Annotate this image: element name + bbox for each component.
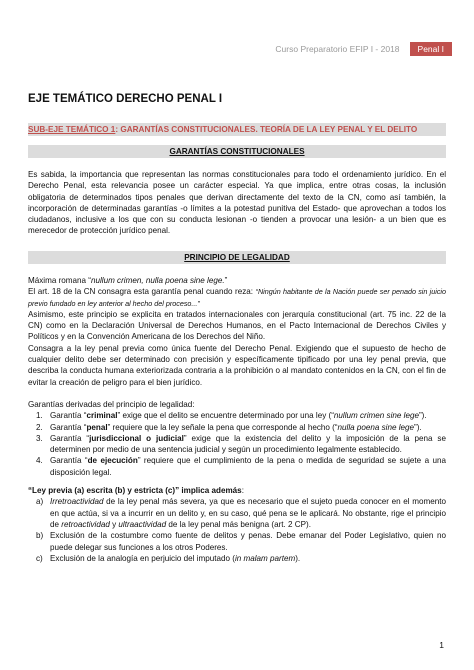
list-text: Garantía “penal” requiere que la ley señale la pena que corresponde al hecho (“nulla poena sine lege”). (50, 422, 422, 432)
garantia-item (28, 433, 446, 456)
list-marker: b) (36, 531, 44, 541)
ley-previa-item (28, 530, 446, 553)
garantia-item (28, 455, 446, 478)
page-number: 1 (439, 640, 444, 650)
list-text: Irretroactividad de la ley penal más severa, ya que es necesario que el sujeto pueda conocer en el momento en que actúa, si va a incurrir en un delito y, en su caso, qué pena se le aplicará. No obstante, rige el principio de retroactividad y ultraactividad de la ley penal más benigna (art. 2 CP). (50, 497, 446, 529)
section-body-garantias: Es sabida, la importancia que representan las normas constitucionales para todo el ordenamiento jurídico. En el Derecho Penal, esta relevancia posee un carácter especial. Ya que implica, entre otras cosas, la inclusión obligatoria de determinados tipos penales que derivan directamente del texto de la CN, como así también, la incorporación de determinadas garantías -o límites a la potestad punitiva del Estado- que aprovechan a todos los ciudadanos, inclusive a los que con su conducta lesionan -o tienden a provocar una lesión- a un bien que es merecedor de protección jurídico penal. (28, 170, 446, 236)
subject-badge: Penal I (410, 42, 452, 56)
ley-previa-item (28, 553, 446, 564)
subeje-heading (28, 123, 446, 136)
subeje-prefix: SUB-EJE TEMÁTICO 1 (28, 125, 116, 134)
art18-paragraph: El art. 18 de la CN consagra esta garantía penal cuando reza: “Ningún habitante de la Nación puede ser penado sin juicio previo fundado en ley anterior al hecho del proceso...” (28, 287, 447, 308)
list-marker: 4. (36, 456, 43, 466)
ley-previa-heading: “Ley previa (a) escrita (b) y estricta (c)” implica además: (28, 486, 244, 496)
document-title: EJE TEMÁTICO DERECHO PENAL I (28, 93, 223, 105)
page-header (275, 42, 452, 56)
legalidad-body (28, 275, 446, 564)
course-label: Curso Preparatorio EFIP I - 2018 (275, 44, 400, 54)
list-marker: a) (36, 497, 44, 507)
list-text: Garantía “jurisdiccional o judicial” exige que la existencia del delito y la imposición de la pena se determinen por medio de una sentencia judicial y según un procedimiento legalmente establecido. (50, 433, 446, 455)
list-text: Exclusión de la analogía en perjuicio del imputado (in malam partem). (50, 553, 301, 563)
list-text: Garantía “criminal” exige que el delito se encuentre determinado por una ley (“nullum crimen sine lege”). (50, 411, 427, 421)
list-marker: 1. (36, 411, 43, 421)
section-heading-garantias: GARANTÍAS CONSTITUCIONALES (28, 145, 446, 158)
ley-previa-item (28, 496, 446, 530)
list-text: Garantía “de ejecución” requiere que el cumplimiento de la pena o medida de seguridad se sujete a una disposición legal. (50, 456, 446, 477)
section-heading-legalidad: PRINCIPIO DE LEGALIDAD (28, 251, 446, 264)
garantia-item (28, 410, 446, 421)
list-marker: 3. (36, 433, 43, 443)
list-marker: 2. (36, 422, 43, 432)
consagra-paragraph: Consagra a la ley penal previa como única fuente del Derecho Penal. Exigiendo que el supuesto de hecho de cualquier delito debe ser determinado con precisión y específicamente tipificado por una ley penal previa, que describa la conducta humana exteriorizada contraria a la prohibición o al mandato contenidos en la CN, con el fin de evitar la creación de peligro para el bien jurídico. (28, 343, 446, 387)
garantias-intro: Garantías derivadas del principio de legalidad: (28, 399, 195, 409)
ley-previa-list (28, 496, 446, 564)
garantias-list (28, 410, 446, 478)
subeje-rest: : GARANTÍAS CONSTITUCIONALES. TEORÍA DE LA LEY PENAL Y EL DELITO (115, 125, 418, 134)
list-text: Exclusión de la costumbre como fuente de delitos y penas. Debe emanar del Poder Legislativo, quien no puede delegar sus funciones a los otros Poderes. (50, 531, 446, 552)
list-marker: c) (36, 553, 43, 563)
maxima-romana: Máxima romana “nullum crimen, nulla poena sine lege.” (28, 276, 228, 285)
garantia-item (28, 422, 446, 433)
asimismo-paragraph: Asimismo, este principio se explicita en tratados internacionales con jerarquía constitucional (art. 75 inc. 22 de la CN) como en la Declaración Universal de Derechos Humanos, en el Pacto Internacional de Derechos Civiles y Políticos y en la Convención Americana de los Derechos del Niño. (28, 309, 446, 342)
